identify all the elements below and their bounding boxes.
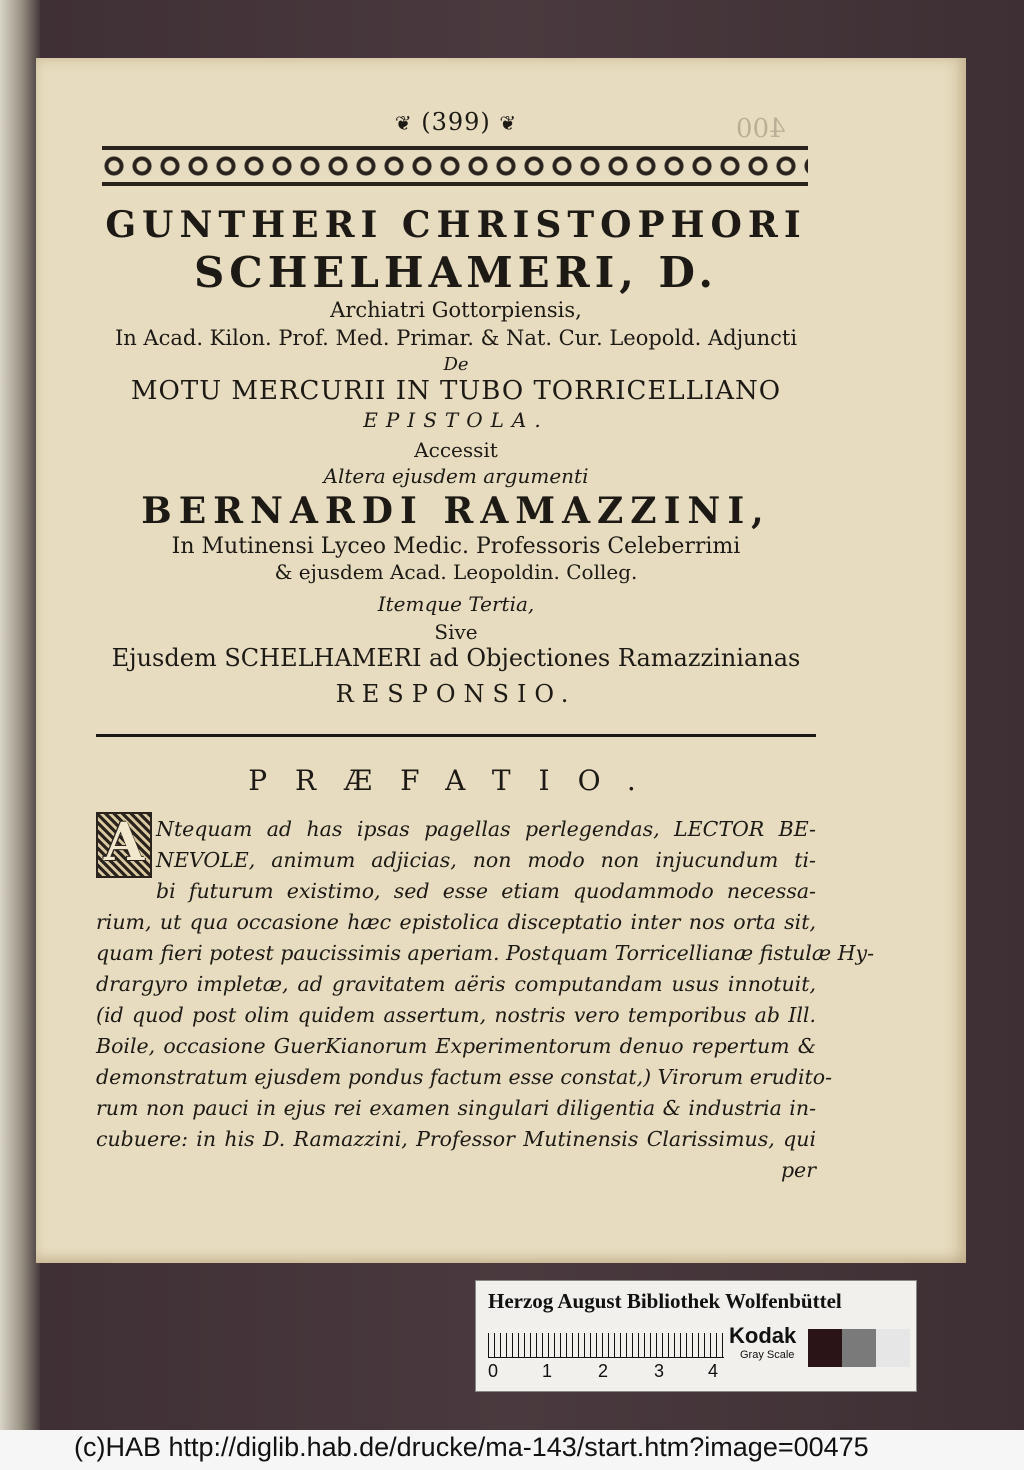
page-number [96, 108, 816, 136]
body-line: demonstratum ejusdem pondus factum esse constat,) Virorum erudito- [96, 1065, 833, 1089]
book-page [36, 58, 966, 1263]
library-name: Herzog August Bibliothek Wolfenbüttel [488, 1289, 842, 1313]
source-url: (c)HAB http://diglib.hab.de/drucke/ma-143/start.htm?image=00475 [74, 1432, 869, 1462]
response-title: Ejusdem SCHELHAMERI ad Objectiones Ramazzinianas [111, 644, 801, 672]
page-number-text: (399) [421, 108, 491, 136]
sive-line: Sive [434, 620, 478, 644]
catchword: per [780, 1158, 816, 1182]
ruler-number: 3 [654, 1361, 665, 1381]
second-author-name: BERNARDI RAMAZZINI, [141, 490, 771, 532]
body-line: Boile, occasione GuerKianorum Experimentorum denuo repertum & [96, 1034, 816, 1058]
altera-line: Altera ejusdem argumenti [323, 464, 589, 488]
body-line: NEVOLE, animum adjicias, non modo non injucundum ti- [156, 848, 816, 872]
author-title: Archiatri Gottorpiensis, [330, 298, 582, 322]
body-line: rum non pauci in ejus rei examen singulari diligentia & industria in- [96, 1096, 816, 1120]
responsio-heading: RESPONSIO. [335, 680, 577, 708]
ruler-number: 2 [598, 1361, 609, 1381]
body-line: quam fieri potest paucissimis aperiam. Postquam Torricellianæ fistulæ Hy- [96, 941, 875, 965]
gray-swatch-mid [842, 1329, 876, 1367]
ruler-number: 4 [708, 1361, 719, 1381]
accessit-line: Accessit [414, 438, 498, 462]
gray-scale-label: Gray Scale [740, 1349, 795, 1361]
author-affiliation: In Acad. Kilon. Prof. Med. Primar. & Nat. Cur. Leopold. Adjuncti [114, 326, 798, 350]
author-name-line1: GUNTHERI CHRISTOPHORI [105, 204, 807, 246]
gray-swatch-dark [808, 1329, 842, 1367]
library-color-card [475, 1280, 917, 1392]
itemque-line: Itemque Tertia, [377, 592, 535, 616]
ruler-number: 1 [542, 1361, 553, 1381]
ornament-left-icon: ❦ [394, 111, 413, 135]
body-line: rium, ut qua occasione hæc epistolica disceptatio inter nos orta sit, [96, 910, 816, 934]
decorated-initial: A [96, 812, 152, 878]
book-edge [0, 0, 40, 1430]
title-de: De [443, 354, 469, 375]
praefatio-heading: PRÆFATIO. [248, 764, 664, 797]
body-line: drargyro impletæ, ad gravitatem aëris computandam usus innotuit, [96, 972, 816, 996]
kodak-logo: Kodak [729, 1323, 797, 1348]
work-title: MOTU MERCURII IN TUBO TORRICELLIANO [130, 376, 782, 406]
scale-ruler [488, 1333, 724, 1358]
section-rule [96, 734, 816, 737]
author-name-line2: SCHELHAMERI, D. [193, 248, 719, 297]
ornament-right-icon: ❦ [499, 111, 518, 135]
second-author-affiliation: In Mutinensi Lyceo Medic. Professoris Celeberrimi [171, 534, 741, 559]
gray-swatch-light [876, 1329, 910, 1367]
bleed-through-number: 400 [736, 114, 786, 144]
second-author-college: & ejusdem Acad. Leopoldin. Colleg. [274, 560, 638, 584]
body-line: (id quod post olim quidem assertum, nostris vero temporibus ab Ill. [96, 1003, 816, 1027]
preface-body [96, 814, 875, 1186]
work-genre: EPISTOLA. [363, 408, 549, 432]
body-line: cubuere: in his D. Ramazzini, Professor Mutinensis Clarissimus, qui [96, 1127, 816, 1151]
body-line: bi futurum existimo, sed esse etiam quodammodo necessa- [156, 879, 816, 903]
body-line: Ntequam ad has ipsas pagellas perlegendas, LECTOR BE- [156, 817, 816, 841]
ruler-number: 0 [488, 1361, 499, 1381]
ornamental-band [102, 146, 808, 186]
